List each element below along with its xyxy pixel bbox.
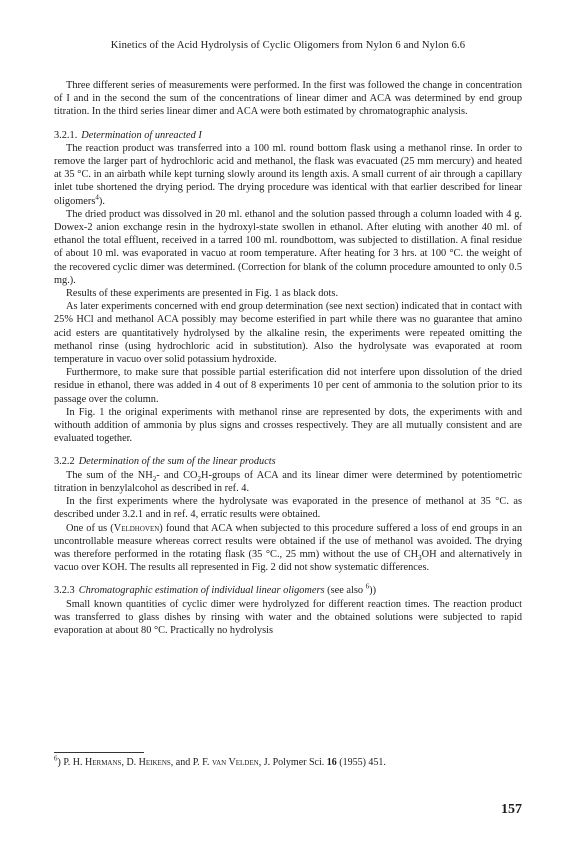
section-title-suffix: )) <box>369 585 377 597</box>
section-title: Determination of unreacted I <box>81 129 202 141</box>
journal-volume: 16 <box>326 757 337 768</box>
section-title: Chromatographic estimation of individual linear oligomers <box>78 585 325 597</box>
paragraph: In Fig. 1 the original experiments with methanol rinse are represented by dots, the experiments with and withouth addition of ammonia by plus signs and crosses respectively. They are all mutually consistent and are evaluated together. <box>54 406 522 445</box>
section-heading <box>54 129 522 142</box>
paragraph-text: - and CO <box>156 469 198 481</box>
running-header: Kinetics of the Acid Hydrolysis of Cyclic Oligomers from Nylon 6 and Nylon 6.6 <box>110 40 466 51</box>
paragraph-text: ). <box>98 195 105 207</box>
section-3-2-1 <box>54 129 522 446</box>
section-heading <box>54 455 522 468</box>
paragraph-text: The reaction product was transferred into a 100 ml. round bottom flask using a methanol rinse. In order to remove the larger part of hydrochloric acid and methanol, the flask was evacuated (25 mm mercury) and heated at 35 °C. in an airbath while kept turning slowly around its length axis. A small current of air through a capillary inlet tube shortened the drying period. The drying procedure was identical with that earlier described for linear oligomers <box>54 142 522 207</box>
paragraph-text: The sum of the NH <box>66 469 153 481</box>
body-text <box>54 79 522 637</box>
paragraph <box>54 142 522 208</box>
section-title: Determination of the sum of the linear products <box>78 456 276 468</box>
footnote-text: P. H. <box>63 757 86 768</box>
section-number: 3.2.2 <box>54 456 75 468</box>
paragraph-text: OH and alternatively in vacuo over KOH. The results all represented in Fig. 2 did not show systematic differences. <box>54 548 522 574</box>
subscript: 3 <box>418 553 422 562</box>
section-heading <box>54 584 522 597</box>
paragraph: Furthermore, to make sure that possible partial esterification did not interfere upon dissolution of the dried residue in ethanol, there was added in 4 out of 8 experiments 10 per cent of ammonia to the solution prior to its passage over the column. <box>54 367 522 405</box>
section-3-2-2 <box>54 455 522 574</box>
paragraph: The dried product was dissolved in 20 ml. ethanol and the solution passed through a column loaded with 4 g. Dowex-2 anion exchange resin in the hydroxyl-state swollen in ethanol. After eluting with another 40 ml. of ethanol the total effluent, received in a tarred 100 ml. roundbottom, was subjected to distillation. A final residue of about 10 ml. was evaporated in vacuo at room temperature. After heating for 3 hrs. at 100 °C. the weight of the recovered cyclic dimer was determined. (Correction for blank of the column procedure amounted to only 0.5 mg.). <box>54 208 522 286</box>
paragraph <box>54 522 522 575</box>
intro-paragraph: Three different series of measurements were performed. In the first was followed the change in concentration of I and in the second the sum of the concentrations of linear dimer and ACA was determined by end group titration. In the third series linear dimer and ACA were both estimated by chromatographic analysis. <box>54 80 522 118</box>
subscript: 2 <box>152 474 157 483</box>
paragraph: Small known quantities of cyclic dimer were hydrolyzed for different reaction times. The reaction product was transferred to glass dishes by rinsing with water and the obtained solutions were subjected to rapid evaporation at about 80 °C. Practically no hydrolysis <box>54 598 522 636</box>
author-name: Veldhoven <box>113 522 160 534</box>
footnote-marker: 6 <box>54 754 58 763</box>
author-name: van Velden <box>211 757 259 768</box>
footnote-text: , D. <box>121 757 139 768</box>
footnote-rule <box>54 752 144 753</box>
paragraph-text: H-groups of ACA and its linear dimer were determined by potentiometric titration in benzylalcohol as described in ref. 4. <box>54 469 522 494</box>
reference-marker: 6 <box>365 582 370 591</box>
reference-marker: 4 <box>95 193 99 202</box>
subscript: 2 <box>197 474 202 483</box>
section-title-suffix: (see also <box>324 585 366 597</box>
paragraph <box>54 469 522 495</box>
author-name: Heikens <box>138 757 171 768</box>
footnote-text: , J. Polymer Sci. <box>258 757 327 768</box>
paragraph-text: One of us ( <box>66 522 114 534</box>
footnote-text: (1955) 451. <box>336 757 386 768</box>
section-number: 3.2.1. <box>54 129 78 141</box>
page-number: 157 <box>501 802 522 817</box>
paragraph: As later experiments concerned with end group determination (see next section) indicated that in contact with 25% HCl and methanol ACA possibly may become esterified in part while there was no guarantee that amino acid esters are quantitatively hydrolysed by the alkaline resin, the experiments were repeated omitting the methanol rinse (using hydrochloric acid in substitution). Also the hydrolysate was evaporated at room temperature in vacuo over solid potassium hydroxide. <box>54 301 522 366</box>
footnote-text: , and P. F. <box>170 757 212 768</box>
author-name: Hermans <box>85 757 122 768</box>
section-3-2-3 <box>54 584 522 637</box>
paragraph: Results of these experiments are presented in Fig. 1 as black dots. <box>66 288 339 300</box>
paragraph-text: ) found that ACA when subjected to this procedure suffered a loss of end groups in an uncontrollable measure whereas correct results were obtained if the use of methanol was avoided. The drying was therefore performed in the rotating flask (35 °C., 25 mm) without the use of CH <box>54 522 522 560</box>
paragraph: In the first experiments where the hydrolysate was evaporated in the presence of methanol at 35 °C. as described under 3.2.1 and in ref. 4, erratic results were obtained. <box>54 496 522 521</box>
footnote: $^6$) P. H. Hermans, D. Heikens, and P. F. van Velden, J. Polymer Sci. 16 (1955) 451. <box>54 754 386 768</box>
section-number: 3.2.3 <box>54 585 75 597</box>
